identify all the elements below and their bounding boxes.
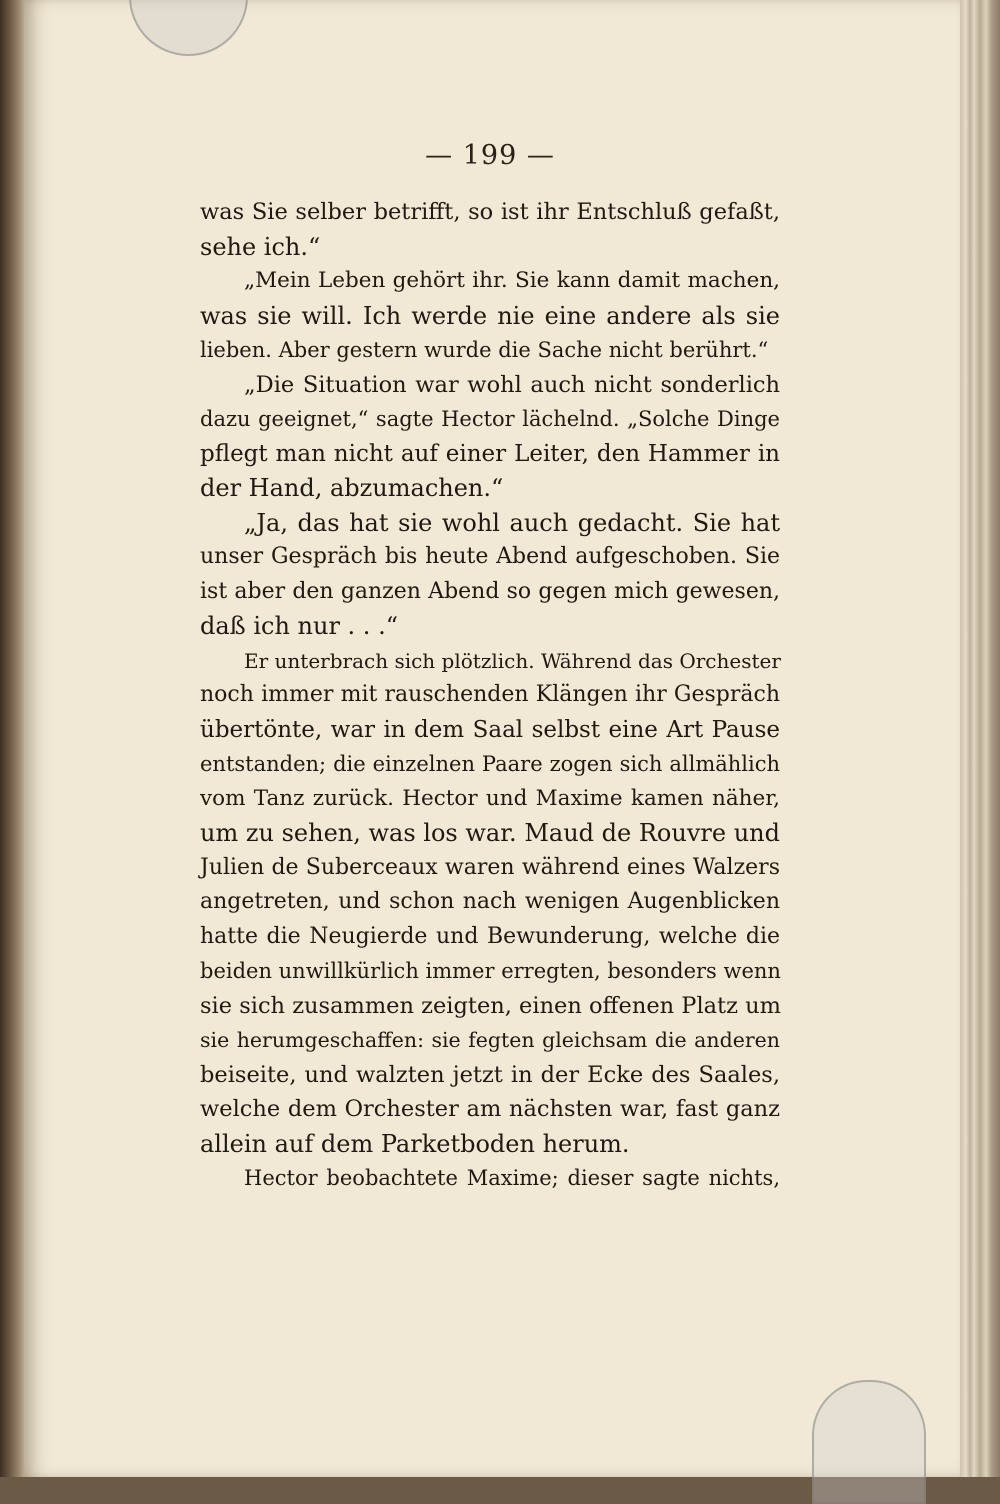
text-line: „Ja, das hat sie wohl auch gedacht. Sie hat [244,508,780,537]
paper-clip-bottom [812,1380,926,1504]
text-line: „Mein Leben gehört ihr. Sie kann damit machen, [244,268,780,293]
text-line: übertönte, war in dem Saal selbst eine Art Pause [200,716,780,743]
text-line: hatte die Neugierde und Bewunderung, welche die [200,923,780,949]
text-line: Julien de Suberceaux waren während eines Walzers [200,854,780,880]
text-line: was Sie selber betrifft, so ist ihr Entschluß gefaßt, [200,199,780,225]
text-line: angetreten, und schon nach wenigen Augenblicken [200,889,780,914]
text-line: allein auf dem Parketboden herum. [200,1129,630,1158]
text-line: ist aber den ganzen Abend so gegen mich gewesen, [200,578,780,604]
text-line: „Die Situation war wohl auch nicht sonderlich [244,371,780,398]
page-edges [960,0,1000,1477]
text-line: vom Tanz zurück. Hector und Maxime kamen näher, [200,785,780,811]
text-line: sehe ich.“ [200,232,321,261]
paper-clip-top [129,0,248,56]
text-line: unser Gespräch bis heute Abend aufgeschoben. Sie [200,544,780,569]
text-line: daß ich nur . . .“ [200,612,398,640]
book-binding [0,0,26,1477]
text-line: pflegt man nicht auf einer Leiter, den Hammer in [200,440,780,467]
page-number: — 199 — [425,140,555,171]
text-line: um zu sehen, was los war. Maud de Rouvre und [200,819,780,847]
body-text [200,195,780,1196]
text-line: dazu geeignet,“ sagte Hector lächelnd. „Solche Dinge [200,407,780,431]
text-line: der Hand, abzumachen.“ [200,474,504,502]
text-line: beiden unwillkürlich immer erregten, besonders wenn [200,959,781,983]
text-line: lieben. Aber gestern wurde die Sache nicht berührt.“ [200,338,769,362]
text-line: sie sich zusammen zeigten, einen offenen Platz um [200,992,781,1019]
text-line: sie herumgeschaffen: sie fegten gleichsam die anderen [200,1028,780,1052]
text-line: welche dem Orchester am nächsten war, fast ganz [200,1096,780,1122]
text-line: noch immer mit rauschenden Klängen ihr Gespräch [200,682,780,707]
text-line: Hector beobachtete Maxime; dieser sagte nichts, [244,1166,780,1190]
text-line: beiseite, und walzten jetzt in der Ecke des Saales, [200,1061,780,1088]
text-line: was sie will. Ich werde nie eine andere als sie [200,301,780,330]
text-line: Er unterbrach sich plötzlich. Während das Orchester [244,648,781,673]
text-line: entstanden; die einzelnen Paare zogen sich allmählich [200,752,780,776]
